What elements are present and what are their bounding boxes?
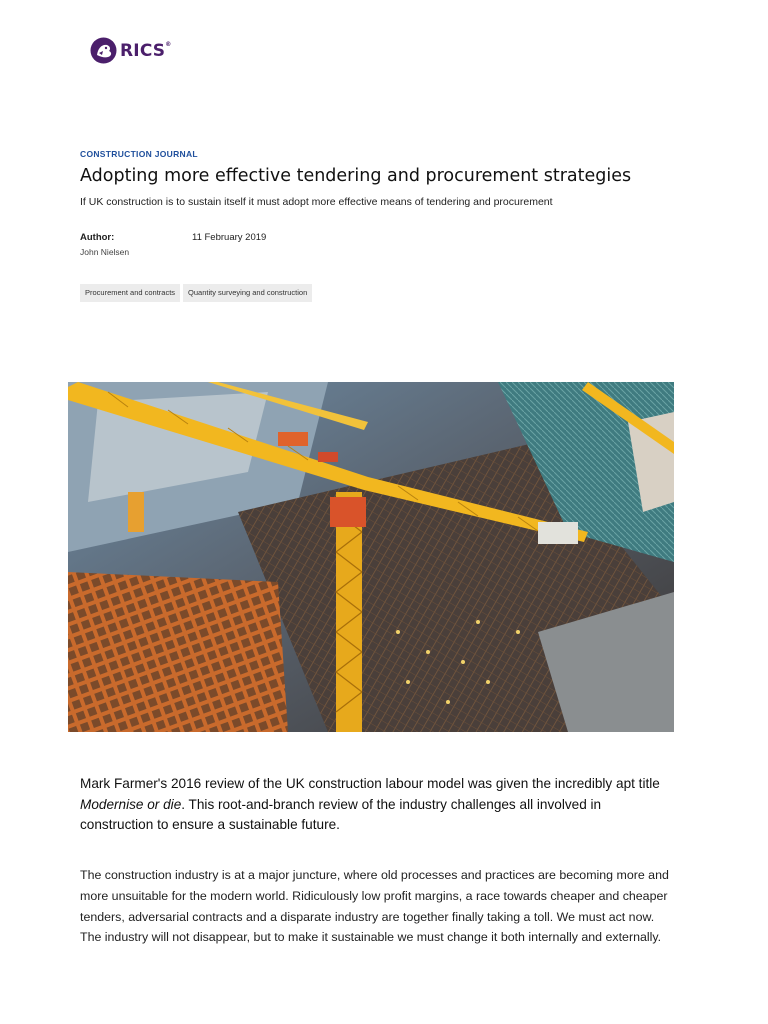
rics-lion-emblem-icon [90,37,117,64]
article-title: Adopting more effective tendering and procurement strategies [80,166,632,186]
topic-tags [80,284,312,302]
section-kicker[interactable]: CONSTRUCTION JOURNAL [80,149,198,159]
rics-wordmark: RICS® [120,40,172,61]
rics-logo[interactable] [90,37,171,64]
publish-date: 11 February 2019 [192,232,267,243]
article-body-paragraph: The construction industry is at a major juncture, where old processes and practices are becoming more and more unsuitable for the modern world. Ridiculously low profit margins, a race towards cheaper and cheaper tenders, adversarial contracts and a disparate industry are together finally taking a toll. We must act now. The industry will not disappear, but to make it sustainable we must change it both internally and externally. [80,868,669,945]
construction-site-hero-image [68,382,674,732]
review-title-italic: Modernise or die [80,796,182,812]
article-lead-paragraph: Mark Farmer's 2016 review of the UK construction labour model was given the incredibly apt title Modernise or die. This root-and-branch review of the industry challenges all involved in construction to ensure a sustainable future. [80,776,660,832]
tag-procurement-and-contracts[interactable]: Procurement and contracts [80,284,180,302]
article-subtitle: If UK construction is to sustain itself it must adopt more effective means of tendering and procurement [80,196,553,208]
author-name[interactable]: John Nielsen [80,247,130,257]
tag-quantity-surveying-and-construction[interactable]: Quantity surveying and construction [183,284,312,302]
author-label: Author: [80,232,115,243]
